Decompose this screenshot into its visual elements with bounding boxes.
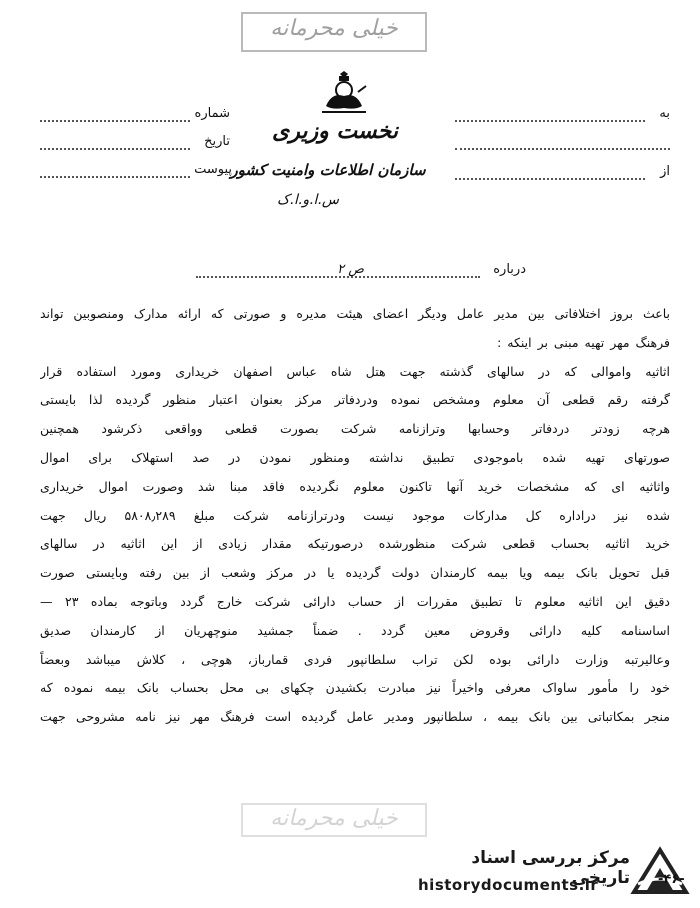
body-line: واثاثیه ای که مشخصات خرید آنها تاکنون معلوم نگردیده فاقد مبنا شد وصورت اموال خریداری bbox=[40, 478, 670, 494]
subject-label: درباره bbox=[493, 262, 526, 277]
organization-subtitle: سازمان اطلاعات وامنیت کشور bbox=[230, 161, 426, 179]
body-line: وعالیرتبه وزارت دارائی بوده لکن تراب سلطانپور فردی قمارباز، هوچی ، کلاش میباشد وبعضاً bbox=[40, 651, 670, 667]
date-label: تاریخ bbox=[204, 134, 230, 149]
classification-stamp-top: خیلی محرمانه bbox=[241, 12, 427, 52]
page-number: -۴۶- bbox=[658, 872, 685, 887]
body-line: اساسنامه کلیه دارائی وقروض معین گردد . ضمناً جمشید منوچهریان از کارمندان صدیق bbox=[40, 622, 670, 638]
classification-stamp-bottom: خیلی محرمانه bbox=[241, 803, 427, 837]
to-field-line-2 bbox=[455, 148, 670, 150]
letter-body bbox=[40, 300, 670, 732]
body-line: گرفته رقم قطعی آن معلوم ومشخص نموده ودردفاتر مرکز بعنوان اعتبار منظور گردیده لذا بایستی bbox=[40, 392, 670, 408]
attachment-label: پیوست bbox=[194, 162, 232, 177]
lion-and-sun-emblem-icon bbox=[318, 70, 370, 114]
attachment-field-line bbox=[40, 176, 190, 178]
number-label: شماره bbox=[194, 106, 230, 121]
body-line: صورتهای تهیه شده باموجودی تطبیق نداشته ومنظور نمودن در صد استهلاک برای اموال bbox=[40, 449, 670, 465]
organization-code: س.ا.و.ا.ک bbox=[277, 192, 339, 208]
from-field-line bbox=[455, 178, 645, 180]
body-line: خود را مأمور ساواک معرفی واخیراً نیز مبادرت بکشیدن چکهای بی محل بحساب بانک بیمه نموده که bbox=[40, 680, 670, 696]
body-line: هرچه زودتر دردفاتر وحسابها وترازنامه شرکت بصورت قطعی وواقعی ذکرشود همچنین bbox=[40, 421, 670, 437]
archive-url: historydocuments.ir bbox=[418, 876, 599, 894]
to-label: به bbox=[659, 106, 670, 121]
to-field-line bbox=[455, 120, 645, 122]
number-field-line bbox=[40, 120, 190, 122]
body-line: قبل تحویل بانک بیمه ویا بیمه کارمندان دولت گردیده یا در مرکز وشعب از بین رفته وبایستی صورت bbox=[40, 565, 670, 581]
archive-watermark bbox=[414, 840, 696, 904]
body-line: خرید اثاثیه بحساب قطعی شرکت منظورشده درصورتیکه مقدار زیادی از این اثاثیه در سالهای bbox=[40, 536, 670, 552]
body-line: باعث بروز اختلافاتی بین مدیر عامل ودیگر اعضای هیئت مدیره و صورتی که ارائه مدارک ومنصوبین تواند bbox=[40, 306, 670, 321]
body-line: فرهنگ مهر تهیه مبنی بر اینکه : bbox=[497, 334, 670, 350]
from-label: از bbox=[660, 164, 670, 179]
subject-value: ص ۲ bbox=[337, 262, 364, 277]
body-line: شده نیز دراداره کل مدارکات موجود نیست ودرترازنامه شرکت مبلغ ۵۸۰۸٫۲۸۹ ریال جهت bbox=[40, 507, 670, 523]
organization-title: نخست وزیری bbox=[272, 118, 398, 144]
body-line: اثاثیه واموالی که در سالهای گذشته جهت هتل شاه عباس اصفهان خریداری ومورد استفاده قرار bbox=[40, 363, 670, 379]
date-field-line bbox=[40, 148, 190, 150]
body-line: دقیق این اثاثیه معلوم تا تطبیق مقررات از حساب دارائی شرکت خارج گردد وباتوجه بماده ۲۳ — bbox=[40, 593, 670, 609]
archive-title: مرکز بررسی اسناد تاریخی bbox=[471, 848, 630, 888]
body-line: منجر بمکاتباتی بین بانک بیمه ، سلطانپور ومدیر عامل گردیده است فرهنگ مهر نیز نامه مشروحی جهت bbox=[40, 709, 670, 725]
